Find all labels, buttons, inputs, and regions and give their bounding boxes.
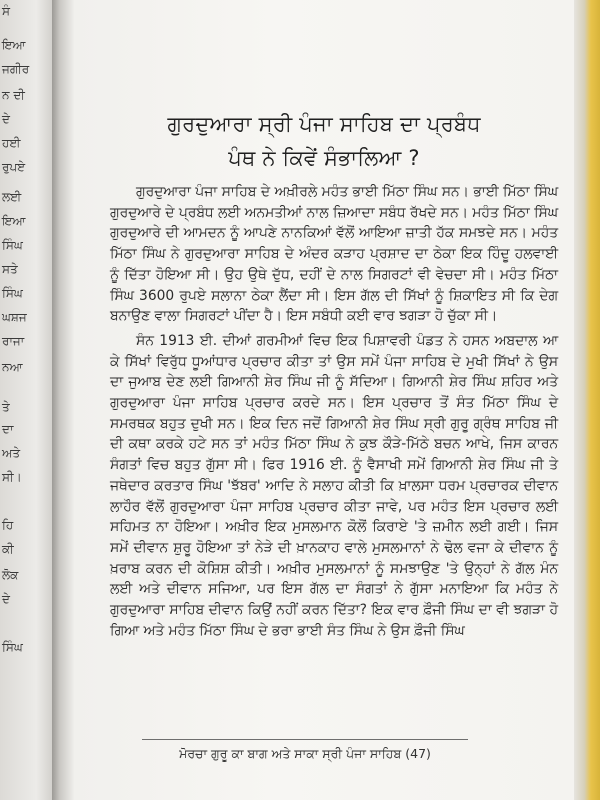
facing-page-text: ਲਈ [2,190,22,204]
facing-page-text: ਜਗੀਰ [2,62,30,76]
facing-page-text: ਸੀ। [2,470,22,484]
facing-page-text: ਦੇ [2,112,10,126]
facing-page-text: ਸਿੰਘ [2,238,23,252]
facing-page-text: ਹਿ [2,518,14,532]
facing-page-text: ਨ ਦੀ [2,88,25,102]
page-title: ਗੁਰਦੁਆਰਾ ਸ੍ਰੀ ਪੰਜਾ ਸਾਹਿਬ ਦਾ ਪ੍ਰਬੰਧ [167,112,481,136]
facing-page-text: ਲੋਕ [2,568,19,582]
paragraph: ਸੰਨ 1913 ਈ. ਦੀਆਂ ਗਰਮੀਆਂ ਵਿਚ ਇਕ ਪਿਸ਼ਾਵਰੀ ਪੰਡਤ ਨੇ ਹਸਨ ਅਬਦਾਲ ਆ ਕੇ ਸਿੱਖਾਂ ਵਿਰੁੱਧ ਧੂਆਂਧਾਰ ਪ੍ਰਚਾਰ ਕੀਤਾ ਤਾਂ ਉਸ ਸਮੇਂ ਪੰਜਾ ਸਾਹਿਬ ਦੇ ਮੁਖੀ ਸਿੱਖਾਂ ਨੇ ਉਸ ਦਾ ਜੁਆਬ ਦੇਣ ਲਈ ਗਿਆਨੀ ਸ਼ੇਰ ਸਿੰਘ ਜੀ ਨੂੰ ਸੱਦਿਆ। ਗਿਆਨੀ ਸ਼ੇਰ ਸਿੰਘ ਸ਼ਹਿਰ ਅਤੇ ਗੁਰਦੁਆਰਾ ਪੰਜਾ ਸਾਹਿਬ ਪ੍ਰਚਾਰ ਕਰਦੇ ਸਨ। ਇਸ ਪ੍ਰਚਾਰ ਤੋਂ ਸੰਤ ਮਿੱਠਾ ਸਿੰਘ ਦੇ ਸਮਰਥਕ ਬਹੁਤ ਦੁਖੀ ਸਨ। ਇਕ ਦਿਨ ਜਦੋਂ ਗਿਆਨੀ ਸ਼ੇਰ ਸਿੰਘ ਸ੍ਰੀ ਗੁਰੂ ਗ੍ਰੰਥ ਸਾਹਿਬ ਜੀ ਦੀ ਕਥਾ ਕਰਕੇ ਹਟੇ ਸਨ ਤਾਂ ਮਹੰਤ ਮਿੱਠਾ ਸਿੰਘ ਨੇ ਕੁਝ ਕੌੜੇ-ਮਿੱਠੇ ਬਚਨ ਆਖੇ, ਜਿਸ ਕਾਰਨ ਸੰਗਤਾਂ ਵਿਚ ਬਹੁਤ ਗੁੱਸਾ ਸੀ। ਫਿਰ 1916 ਈ. ਨੂੰ ਵੈਸਾਖੀ ਸਮੇਂ ਗਿਆਨੀ ਸ਼ੇਰ ਸਿੰਘ ਜੀ ਤੇ ਜਥੇਦਾਰ ਕਰਤਾਰ ਸਿੰਘ 'ਝੱਬਰ' ਆਦਿ ਨੇ ਸਲਾਹ ਕੀਤੀ ਕਿ ਖ਼ਾਲਸਾ ਧਰਮ ਪ੍ਰਚਾਰਕ ਦੀਵਾਨ ਲਾਹੌਰ ਵੱਲੋਂ ਗੁਰਦੁਆਰਾ ਪੰਜਾ ਸਾਹਿਬ ਪ੍ਰਚਾਰ ਕੀਤਾ ਜਾਵੇ, ਪਰ ਮਹੰਤ ਇਸ ਪ੍ਰਚਾਰ ਲਈ ਸਹਿਮਤ ਨਾ ਹੋਇਆ। ਅਖ਼ੀਰ ਇਕ ਮੁਸਲਮਾਨ ਕੋਲੋਂ ਕਿਰਾਏ 'ਤੇ ਜ਼ਮੀਨ ਲਈ ਗਈ। ਜਿਸ ਸਮੇਂ ਦੀਵਾਨ ਸ਼ੁਰੂ ਹੋਇਆ ਤਾਂ ਨੇੜੇ ਦੀ ਖ਼ਾਨਕਾਹ ਵਾਲੇ ਮੁਸਲਮਾਨਾਂ ਨੇ ਢੋਲ ਵਜਾ ਕੇ ਦੀਵਾਨ ਨੂੰ ਖ਼ਰਾਬ ਕਰਨ ਦੀ ਕੋਸ਼ਿਸ਼ ਕੀਤੀ। ਅਖ਼ੀਰ ਮੁਸਲਮਾਨਾਂ ਨੂੰ ਸਮਝਾਉਣ 'ਤੇ ਉਨ੍ਹਾਂ ਨੇ ਗੱਲ ਮੰਨ ਲਈ ਅਤੇ ਦੀਵਾਨ ਸਜਿਆ, ਪਰ ਇਸ ਗੱਲ ਦਾ ਸੰਗਤਾਂ ਨੇ ਗੁੱਸਾ ਮਨਾਇਆ ਕਿ ਮਹੰਤ ਨੇ ਗੁਰਦੁਆਰਾ ਸਾਹਿਬ ਦੀਵਾਨ ਕਿਉਂ ਨਹੀਂ ਕਰਨ ਦਿੱਤਾ? ਇਕ ਵਾਰ ਫ਼ੌਜੀ ਸਿੰਘ ਦਾ ਵੀ ਝਗੜਾ ਹੋ ਗਿਆ ਅਤੇ ਮਹੰਤ ਮਿੱਠਾ ਸਿੰਘ ਦੇ ਭਰਾ ਭਾਈ ਸੰਤ ਸਿੰਘ ਨੇ ਉਸ ਫ਼ੌਜੀ ਸਿੰਘ [110,332,558,639]
facing-page-text: ਦੇ [2,592,10,606]
facing-page-text: ਸਿੰਘ [2,286,23,300]
facing-page-text: ਤੇ [2,400,10,414]
facing-page-text: ਘਸ਼ਜ [2,310,27,324]
facing-page-text: ਸਿੰਘ [2,640,23,654]
facing-page-text: ਸਤੇ [2,262,18,276]
facing-page [0,0,52,800]
paragraph: ਗੁਰਦੁਆਰਾ ਪੰਜਾ ਸਾਹਿਬ ਦੇ ਅਖ਼ੀਰਲੇ ਮਹੰਤ ਭਾਈ ਮਿੱਠਾ ਸਿੰਘ ਸਨ। ਭਾਈ ਮਿੱਠਾ ਸਿੰਘ ਗੁਰਦੁਆਰੇ ਦੇ ਪ੍ਰਬੰਧ ਲਈ ਅਨਮਤੀਆਂ ਨਾਲ ਜ਼ਿਆਦਾ ਸਬੰਧ ਰੱਖਦੇ ਸਨ। ਮਹੰਤ ਮਿੱਠਾ ਸਿੰਘ ਗੁਰਦੁਆਰੇ ਦੀ ਆਮਦਨ ਨੂੰ ਆਪਣੇ ਨਾਨਕਿਆਂ ਵੱਲੋਂ ਆਇਆ ਜ਼ਾਤੀ ਹੱਕ ਸਮਝਦੇ ਸਨ। ਮਹੰਤ ਮਿੱਠਾ ਸਿੰਘ ਨੇ ਗੁਰਦੁਆਰਾ ਸਾਹਿਬ ਦੇ ਅੰਦਰ ਕੜਾਹ ਪ੍ਰਸ਼ਾਦ ਦਾ ਠੇਕਾ ਇਕ ਹਿੰਦੂ ਹਲਵਾਈ ਨੂੰ ਦਿੱਤਾ ਹੋਇਆ ਸੀ। ਉਹ ਉਥੇ ਦੁੱਧ, ਦਹੀਂ ਦੇ ਨਾਲ ਸਿਗਰਟਾਂ ਵੀ ਵੇਚਦਾ ਸੀ। ਮਹੰਤ ਮਿੱਠਾ ਸਿੰਘ 3600 ਰੁਪਏ ਸਲਾਨਾ ਠੇਕਾ ਲੈਂਦਾ ਸੀ। ਇਸ ਗੱਲ ਦੀ ਸਿੱਖਾਂ ਨੂੰ ਸ਼ਿਕਾਇਤ ਸੀ ਕਿ ਦੇਗ ਬਨਾਉਣ ਵਾਲਾ ਸਿਗਰਟਾਂ ਪੀਂਦਾ ਹੈ। ਇਸ ਸਬੰਧੀ ਕਈ ਵਾਰ ਝਗੜਾ ਹੋ ਚੁੱਕਾ ਸੀ। [110,184,559,325]
footer-divider [142,739,468,740]
facing-page-text: ਸੰ [2,4,10,18]
facing-page-text: ਅਤੇ [2,446,21,460]
facing-page-text: ਰੁਪਏ [2,160,26,174]
facing-page-text: ਇਆ [2,38,26,52]
body-text [110,182,558,641]
page-edge [574,0,600,800]
facing-page-text: ਇਆ [2,214,26,228]
facing-page-text: ਨਆ [2,360,23,374]
book-gutter [52,0,74,800]
facing-page-text: ਰਾਜਾ [2,334,25,348]
page-subtitle: ਪੰਥ ਨੇ ਕਿਵੇਂ ਸੰਭਾਲਿਆ ? [228,146,420,170]
facing-page-text: ਹਈ [2,136,21,150]
facing-page-text: ਦਾ [2,422,14,436]
facing-page-text: ਕੀ [2,542,14,556]
page-footer: ਮੋਰਚਾ ਗੁਰੂ ਕਾ ਬਾਗ ਅਤੇ ਸਾਕਾ ਸ੍ਰੀ ਪੰਜਾ ਸਾਹਿਬ (47) [179,746,431,761]
